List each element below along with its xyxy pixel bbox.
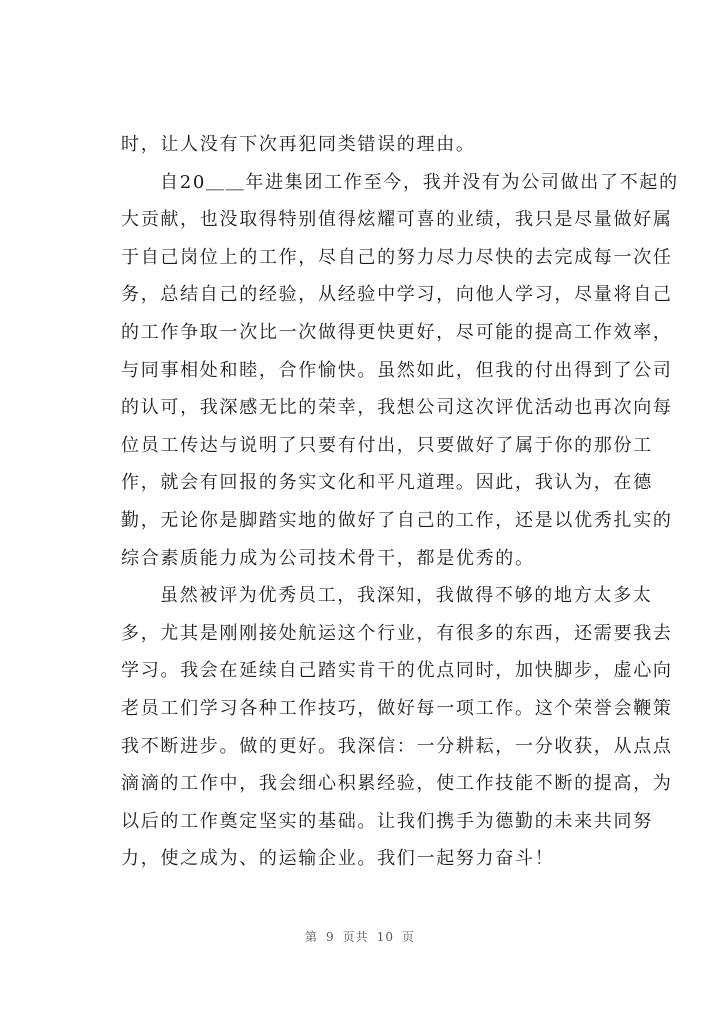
text-line: 勤，无论你是脚踏实地的做好了自己的工作，还是以优秀扎实的 [121, 509, 673, 531]
text-line: 的认可，我深感无比的荣幸，我想公司这次评优活动也再次向每 [121, 397, 673, 419]
text-line: 多，尤其是刚刚接处航运这个行业，有很多的东西，还需要我去 [121, 622, 673, 644]
page-label-suffix: 页 [401, 930, 415, 944]
text-line: 务，总结自己的经验，从经验中学习，向他人学习，尽量将自己 [121, 284, 673, 306]
paragraph-start-line: 虽然被评为优秀员工，我深知，我做得不够的地方太多太 [160, 585, 653, 607]
text-line: 的工作争取一次比一次做得更快更好，尽可能的提高工作效率， [121, 321, 673, 343]
text-line: 于自己岗位上的工作，尽自己的努力尽力尽快的去完成每一次任 [121, 246, 673, 268]
text-line: 与同事相处和睦，合作愉快。虽然如此，但我的付出得到了公司 [121, 359, 673, 381]
text-line: 滴滴的工作中，我会细心积累经验，使工作技能不断的提高，为 [121, 773, 673, 795]
text-line: 我不断进步。做的更好。我深信：一分耕耘，一分收获，从点点 [121, 735, 673, 757]
text-line: 以后的工作奠定坚实的基础。让我们携手为德勤的未来共同努 [121, 810, 653, 832]
text-line: 力，使之成为、的运输企业。我们一起努力奋斗！ [121, 848, 555, 870]
page-label-prefix: 第 [305, 930, 319, 944]
text-line: 大贡献，也没取得特别值得炫耀可喜的业绩，我只是尽量做好属 [121, 209, 673, 231]
text-line: 学习。我会在延续自己踏实肯干的优点同时，加快脚步，虚心向 [121, 660, 673, 682]
current-page-number: 9 [326, 930, 335, 944]
page-footer [0, 928, 720, 945]
total-page-count: 10 [376, 930, 394, 944]
page-label-mid: 页共 [342, 930, 369, 944]
paragraph-start-line: 自20＿＿年进集团工作至今，我并没有为公司做出了不起的 [160, 171, 679, 193]
text-line: 位员工传达与说明了只要有付出，只要做好了属于你的那份工 [121, 434, 653, 456]
text-line: 作，就会有回报的务实文化和平凡道理。因此，我认为，在德 [121, 472, 653, 494]
text-line: 综合素质能力成为公司技术骨干，都是优秀的。 [121, 547, 535, 569]
text-line: 时，让人没有下次再犯同类错误的理由。 [121, 134, 476, 155]
document-body [121, 126, 679, 878]
text-line: 老员工们学习各种工作技巧，做好每一项工作。这个荣誉会鞭策 [121, 697, 673, 719]
